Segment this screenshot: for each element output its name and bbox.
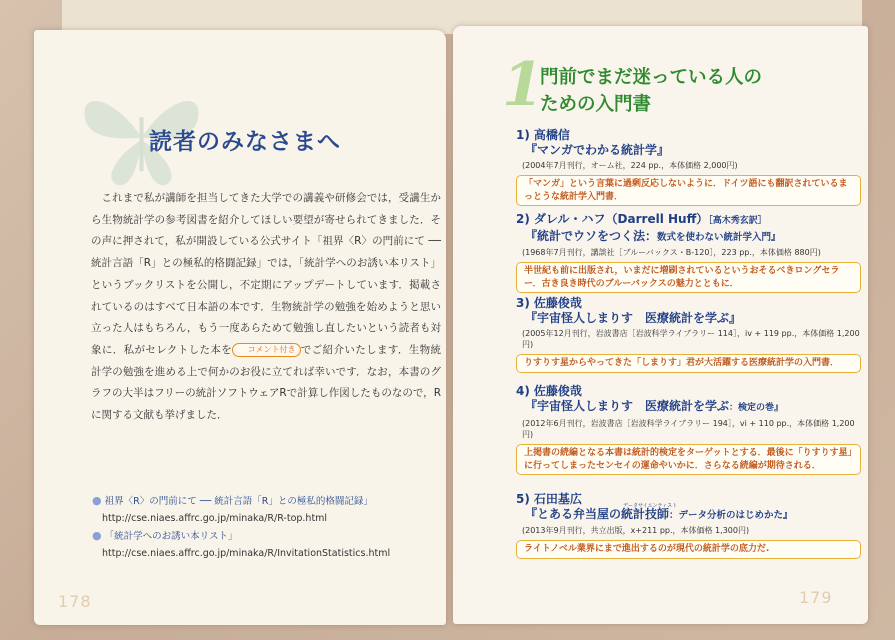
ref-title-text: 「統計学へのお誘い本リスト」 [104,531,238,542]
chapter-title-line-2: ための入門書 [540,94,652,115]
ruby-reading: データサイエンティスト [623,503,678,509]
translator: ［高木秀玄訳］ [708,216,767,226]
book-info: (2012年6月刊行，岩波書店［岩波科学ライブラリー 194］，vi + 110 pp.，本体価格 1,200円) [522,419,855,439]
ref-url-1[interactable]: http://cse.niaes.affrc.go.jp/minaka/R/R-top.html [102,513,328,524]
book-entry-1 [516,128,861,206]
book-title [516,229,861,245]
book-title-sub: 数式を使わない統計学入門』 [657,232,781,243]
ruby-base: 統計技師 [621,507,670,521]
ref-title-1 [92,492,452,510]
intro-text-b: でご紹介いたします．生物統計学の勉強を進める上で何かのお役に立てれば幸いです．なお，本書のグラフの大半はフリーの統計ソフトウェアRで計算し作図したものなので，Rに関する文献も挙げました． [91,343,441,422]
page-title: 読者のみなさまへ [149,129,341,155]
book-title [516,503,861,523]
right-page [453,26,868,624]
ruby-word [621,503,678,521]
book-comment: 半世紀も前に出版され，いまだに増刷されているというおそるべきロングセラー．古き良き時代のブルーバックスの魅力とともに． [516,262,861,293]
book-title-main: 『統計でウソをつく法： [525,229,658,243]
reference-list [92,492,452,562]
book-comment: 上掲書の続編となる本書は統計的検定をターゲットとする．最後に「りすりす星」に行ってしまったセンセイの運命やいかに．さらなる続編が期待される． [516,444,861,475]
book-info: (2004年7月刊行，オーム社，224 pp.，本体価格 2,000円) [522,161,738,170]
bullet-icon: ● [92,529,102,542]
author-name: 佐藤俊哉 [533,384,582,398]
bullet-icon: ● [92,494,102,507]
ref-title-2 [92,527,452,545]
book-author [516,296,861,311]
book-entry-3 [516,296,861,373]
page-number-left: 178 [58,592,92,611]
intro-paragraph [91,188,441,427]
intro-text-a: これまで私が講師を担当してきた大学での講義や研修会では，受講生から生物統計学の参考図書を紹介してほしい要望が寄せられてきました．その声に押されて，私が開設している公式サイト「祖界〈R〉の門前にて ── 統計言語「R」との極私的格闘記録」では，「統計学へのお誘い本リスト」というブックリストを公開し，不定期にアップデートしています．掲載されているのはすべて日本語の本です．生物統計学の勉強を始めようと思い立った人はもちろん，もう一度あらためて勉強し直したいという読者も対象に．私がセレクトした本を [91,192,441,356]
ref-url-2[interactable]: http://cse.niaes.affrc.go.jp/minaka/R/InvitationStatistics.html [102,548,391,559]
book-author [516,128,861,143]
book-title-sub: ：検定の巻』 [729,403,784,413]
book-number: 4) [516,384,530,398]
author-name: ダレル・ハフ（Darrell Huff） [533,212,709,226]
book-author [516,384,861,399]
book-comment: 「マンガ」という言葉に過剰反応しないように．ドイツ語にも翻訳されているまっとうな統計学入門書． [516,175,861,206]
author-name: 石田基広 [533,492,582,506]
book-number: 1) [516,128,530,142]
book-author [516,492,861,507]
book-number: 3) [516,296,530,310]
author-name: 佐藤俊哉 [533,296,582,310]
book-title: 『宇宙怪人しまりす 医療統計を学ぶ』 [525,311,742,325]
book-info: (2013年9月刊行，共立出版，x+211 pp.，本体価格 1,300円) [522,526,750,535]
book-title-sub: ：データ分析のはじめかた』 [669,510,793,521]
comment-badge: コメント付き [232,343,301,357]
chapter-title-line-1: 門前でまだ迷っている人の [540,67,763,88]
chapter-title [540,64,762,118]
book-entry-5 [516,492,861,559]
book-title-main: 『宇宙怪人しまりす 医療統計を学ぶ [525,399,730,413]
book-comment: ライトノベル業界にまで進出するのが現代の統計学の底力だ. [516,540,861,559]
page-number-right: 179 [799,588,833,607]
book-title-main: 『とある弁当屋の [525,507,622,521]
book-title: 『マンガでわかる統計学』 [525,143,670,157]
ref-title-text: 祖界〈R〉の門前にて ── 統計言語「R」との極私的格闘記録」 [104,496,373,507]
book-entry-2 [516,212,861,293]
author-name: 高橋信 [533,128,570,142]
book-entry-4 [516,384,861,475]
book-number: 5) [516,492,530,506]
book-comment: りすりす星からやってきた「しまりす」君が大活躍する医療統計学の入門書． [516,354,861,373]
book-number: 2) [516,212,530,226]
book-info: (2005年12月刊行，岩波書店［岩波科学ライブラリー 114］，iv + 119 pp.，本体価格 1,200円) [522,329,860,349]
book-author [516,212,861,229]
left-page [34,30,446,625]
book-title [516,399,861,416]
chapter-number: 1 [502,50,544,120]
book-info: (1968年7月刊行，講談社［ブルーバックス・B-120］，223 pp.，本体価格 880円) [522,248,821,257]
